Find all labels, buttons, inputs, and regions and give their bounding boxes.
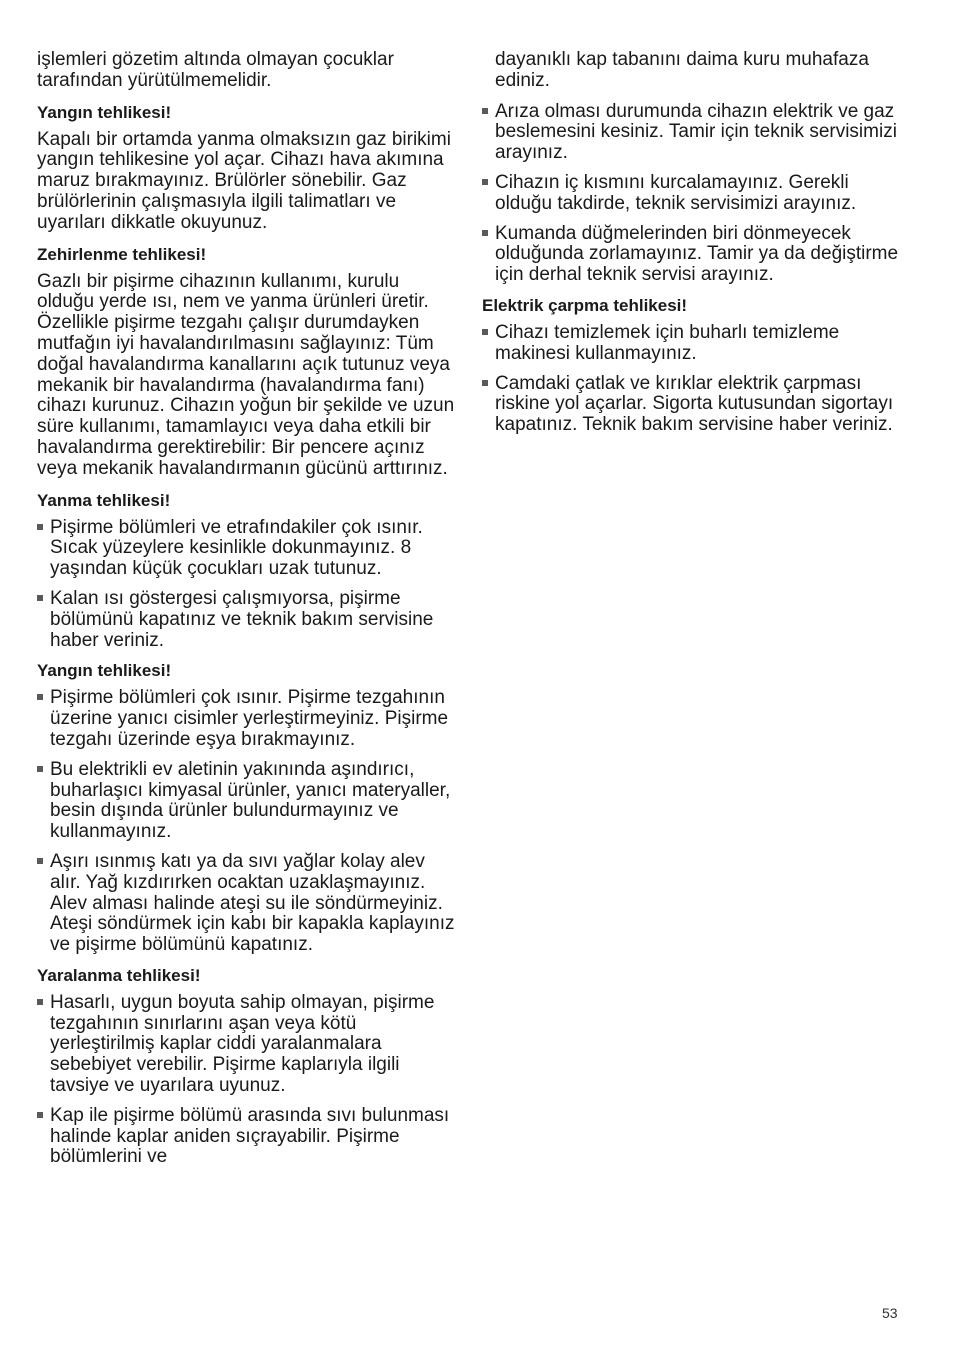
heading-poisoning-hazard: Zehirlenme tehlikesi! <box>37 244 207 264</box>
list-item <box>482 102 907 164</box>
list-item-text: Pişirme bölümleri çok ısınır. Pişirme tezgahının üzerine yanıcı cisimler yerleştirmeyiniz. Pişirme tezgahı üzerinde eşya bırakmayınız. <box>50 687 449 750</box>
injury-hazard-list <box>37 993 455 1168</box>
bullet-square-icon <box>37 694 43 700</box>
bullet-square-icon <box>37 1112 43 1118</box>
bullet-square-icon <box>482 179 488 185</box>
heading-fire-hazard-1: Yangın tehlikesi! <box>37 102 172 122</box>
heading-electric-shock-hazard: Elektrik çarpma tehlikesi! <box>482 295 688 315</box>
list-item <box>482 173 907 215</box>
list-item <box>37 1106 455 1168</box>
list-item-text: Kalan ısı göstergesi çalışmıyorsa, pişirme bölümünü kapatınız ve teknik bakım servisine haber veriniz. <box>50 587 434 651</box>
list-item-text: Pişirme bölümleri ve etrafındakiler çok ısınır. Sıcak yüzeylere kesinlikle dokunmayınız. 8 yaşından küçük çocukları uzak tutunuz. <box>50 516 423 580</box>
bullet-square-icon <box>482 380 488 386</box>
bullet-square-icon <box>37 766 43 772</box>
list-item-text: Bu elektrikli ev aletinin yakınında aşındırıcı, buharlaşıcı kimyasal ürünler, yanıcı materyaller, besin dışında ürünler bulundurmayınız ve kullanmayınız. <box>50 758 451 843</box>
continuation-paragraph: dayanıklı kap tabanını daima kuru muhafaza ediniz. <box>495 49 869 91</box>
list-item <box>482 224 907 286</box>
list-item <box>37 518 455 580</box>
bullet-square-icon <box>482 230 488 236</box>
list-item-text: Aşırı ısınmış katı ya da sıvı yağlar kolay alev alır. Yağ kızdırırken ocaktan uzaklaşmayınız. Alev alması halinde ateşi su ile söndürmeyiniz. Ateşi söndürmek için kabı bir kapakla kaplayınız ve pişirme bölümünü kapatınız. <box>50 850 455 956</box>
bullet-square-icon <box>37 595 43 601</box>
list-item-text: Kumanda düğmelerinden biri dönmeyecek olduğunda zorlamayınız. Tamir ya da değiştirme için derhal teknik servisi arayınız. <box>495 222 899 286</box>
list-item-text: Cihazın iç kısmını kurcalamayınız. Gerekli olduğu takdirde, teknik servisimizi arayınız. <box>495 171 857 214</box>
heading-burn-hazard: Yanma tehlikesi! <box>37 490 171 510</box>
left-column <box>37 50 455 1177</box>
list-item <box>482 323 907 365</box>
heading-injury-hazard: Yaralanma tehlikesi! <box>37 965 201 985</box>
list-item <box>37 993 455 1097</box>
bullet-square-icon <box>482 329 488 335</box>
fire-hazard-paragraph: Kapalı bir ortamda yanma olmaksızın gaz birikimi yangın tehlikesine yol açar. Cihazı hava akımına maruz bırakmayınız. Brülörler sönebilir. Gaz brülörlerinin çalışmasıyla ilgili talimatları ve uyarıları dikkatle okuyunuz. <box>37 128 451 233</box>
bullet-square-icon <box>37 524 43 530</box>
list-item-text: Kap ile pişirme bölümü arasında sıvı bulunması halinde kaplar aniden sıçrayabilir. Pişirme bölümlerini ve <box>50 1104 450 1168</box>
list-item <box>37 688 455 750</box>
list-item <box>482 374 907 436</box>
list-item-text: Hasarlı, uygun boyuta sahip olmayan, pişirme tezgahının sınırlarını aşan veya kötü yerleştirilmiş kaplar ciddi yaralanmalara sebebiyet verebilir. Pişirme kaplarıyla ilgili tavsiye ve uyarılara uyunuz. <box>50 991 435 1097</box>
burn-hazard-list <box>37 518 455 652</box>
heading-fire-hazard-2: Yangın tehlikesi! <box>37 661 172 681</box>
list-item-text: Camdaki çatlak ve kırıklar elektrik çarpması riskine yol açarlar. Sigorta kutusundan sigortayı kapatınız. Teknik bakım servisine haber veriniz. <box>495 372 894 436</box>
bullet-square-icon <box>482 108 488 114</box>
intro-paragraph: işlemleri gözetim altında olmayan çocuklar tarafından yürütülmemelidir. <box>37 49 394 91</box>
list-item <box>37 589 455 651</box>
electric-shock-list <box>482 323 907 436</box>
list-item-text: Cihazı temizlemek için buharlı temizleme makinesi kullanmayınız. <box>495 321 840 364</box>
service-list <box>482 102 907 286</box>
list-item <box>37 852 455 956</box>
bullet-square-icon <box>37 999 43 1005</box>
list-item-text: Arıza olması durumunda cihazın elektrik ve gaz beslemesini kesiniz. Tamir için teknik servisimizi arayınız. <box>495 100 897 164</box>
poisoning-hazard-paragraph: Gazlı bir pişirme cihazının kullanımı, kurulu olduğu yerde ısı, nem ve yanma ürünleri üretir. Özellikle pişirme tezgahı çalışır durumdayken mutfağın iyi havalandırılmasını sağlayınız: Tüm doğal havalandırma kanallarını açık tutunuz veya mekanik bir havalandırma (havalandırma fanı) cihazı kurunuz. Cihazın yoğun bir şekilde ve uzun süre kullanımı, tamamlayıcı veya daha etkili bir havalandırma gerektirebilir: Bir pencere açınız veya mekanik havalandırmanın gücünü arttırınız. <box>37 270 455 479</box>
right-column <box>482 50 907 445</box>
page-number: 53 <box>882 1305 898 1321</box>
bullet-square-icon <box>37 858 43 864</box>
fire-hazard-list <box>37 688 455 956</box>
list-item <box>37 760 455 843</box>
